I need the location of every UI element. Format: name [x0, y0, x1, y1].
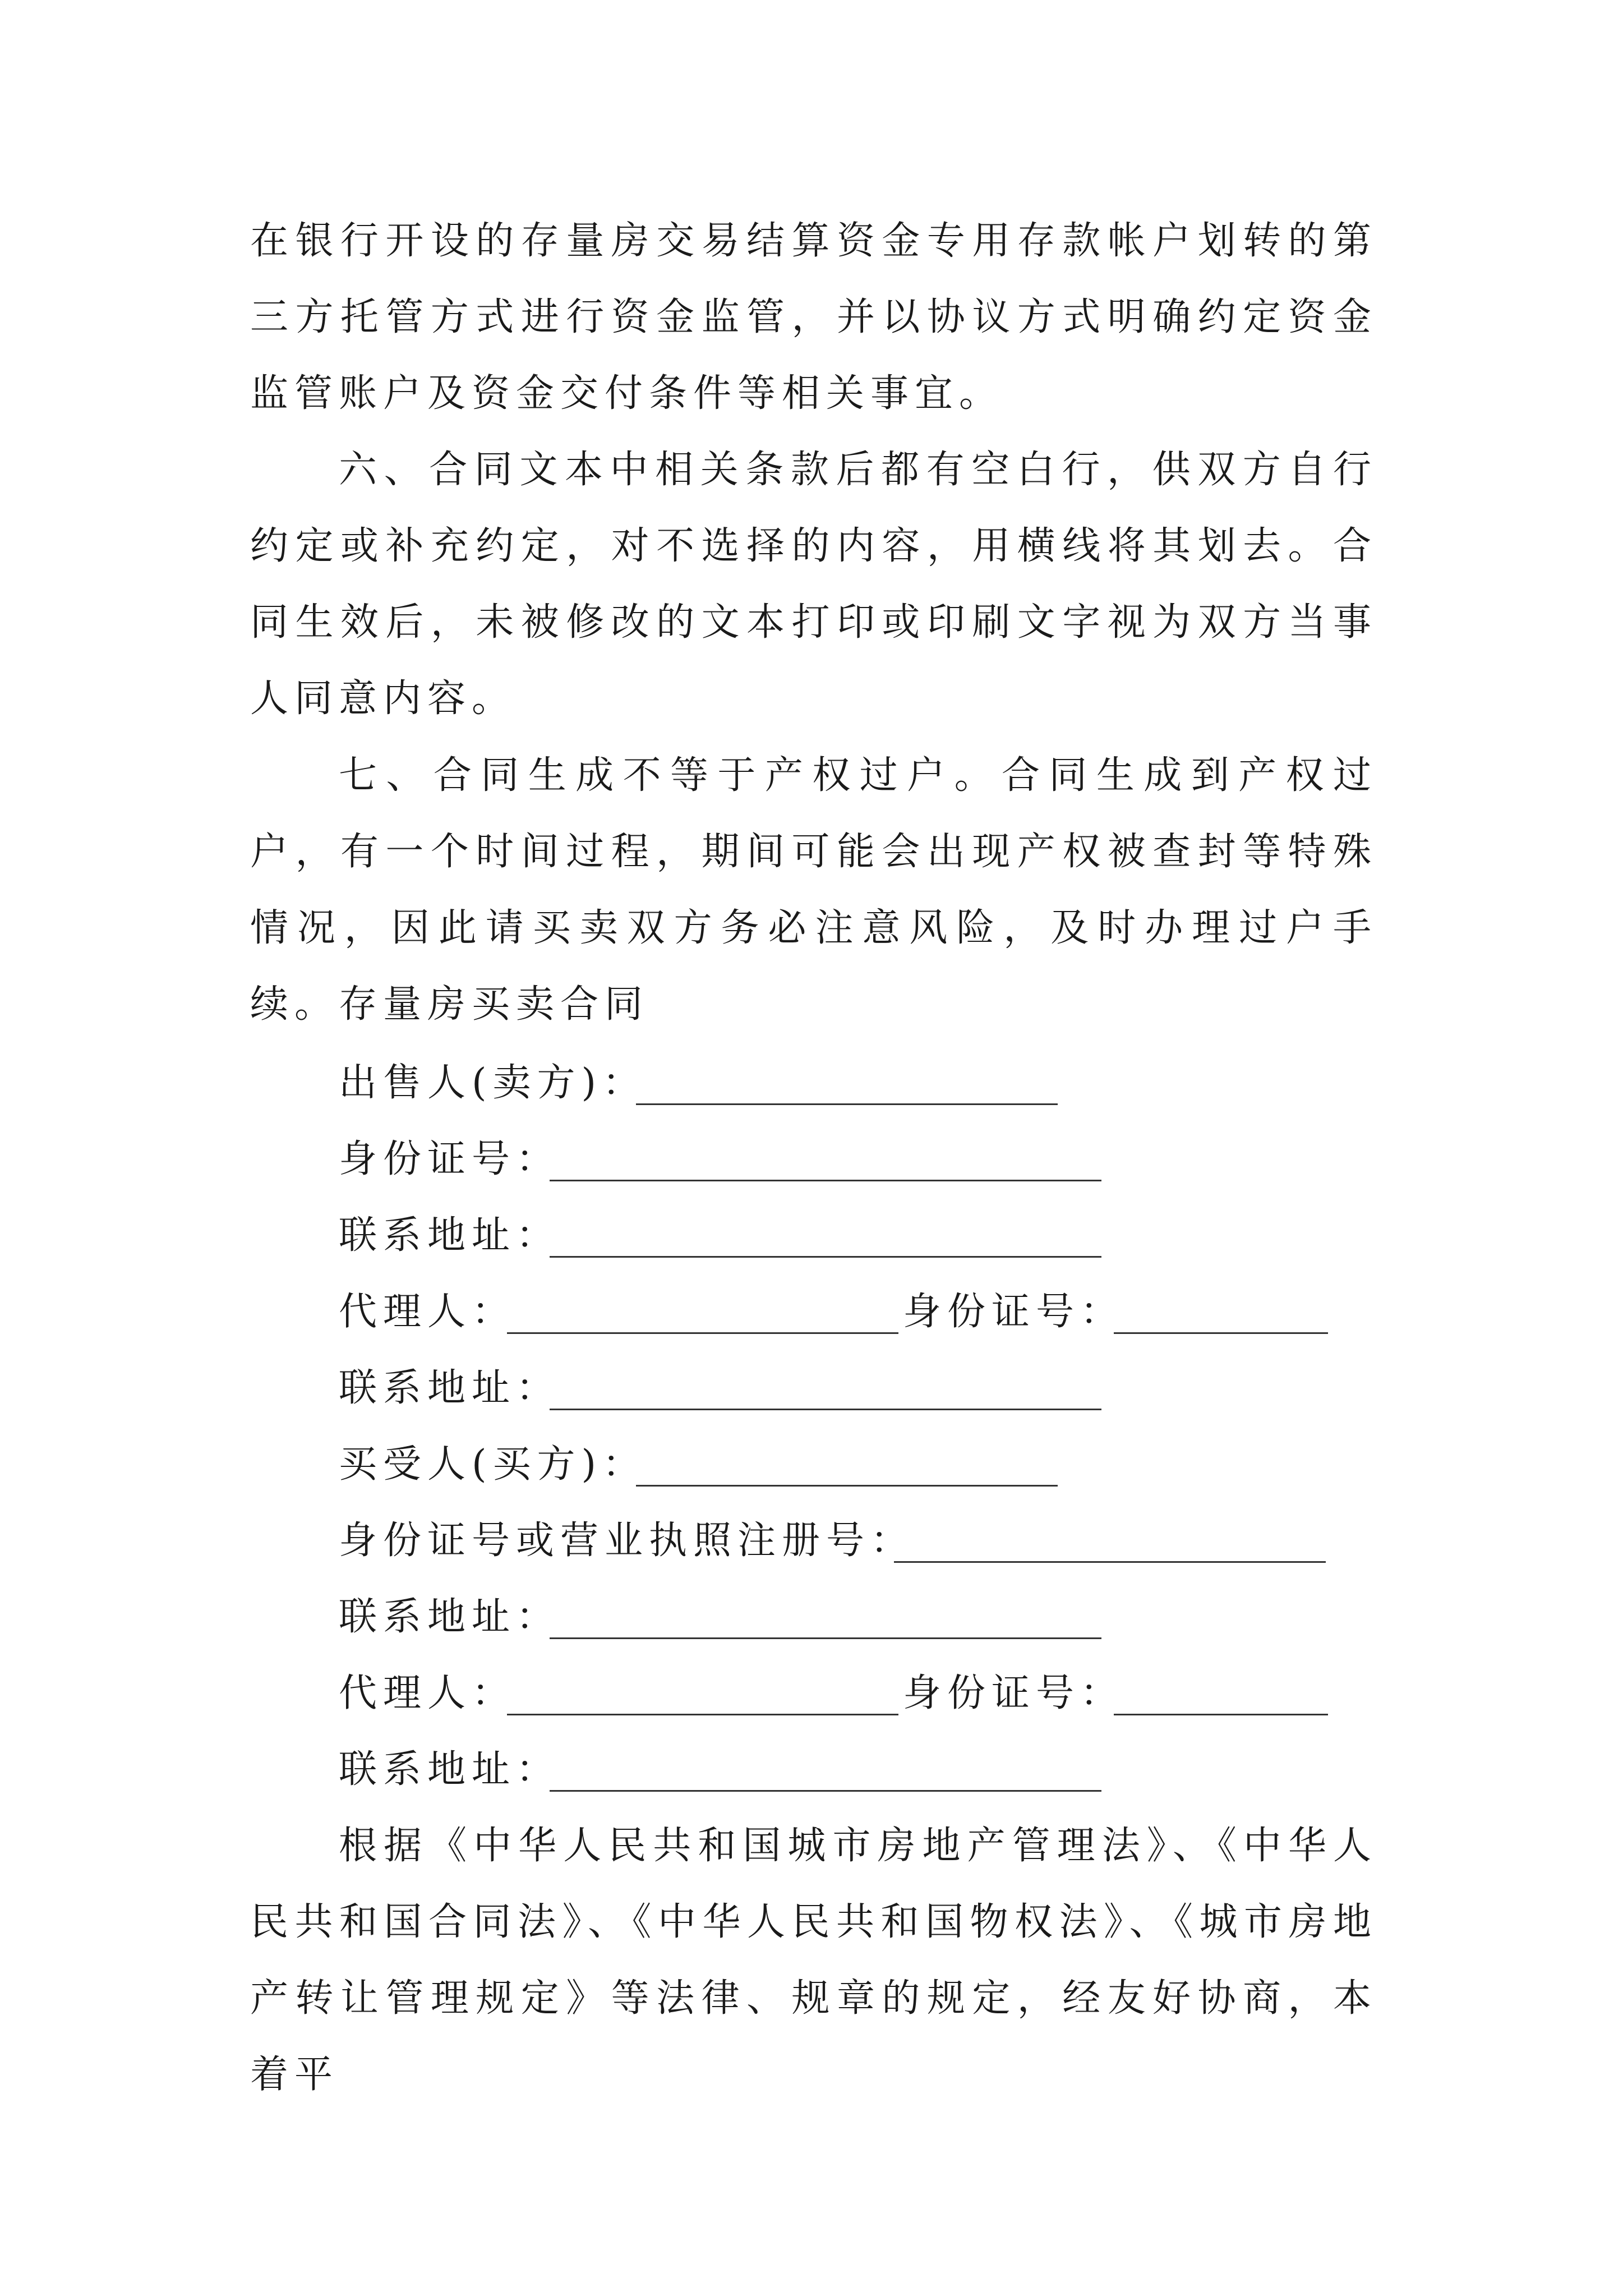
buyer-agent-blank[interactable] — [507, 1714, 898, 1715]
paragraph-seven: 七、合同生成不等于产权过户。合同生成到产权过户，有一个时间过程，期间可能会出现产权被查封等特殊情况，因此请买卖双方务必注意风险，及时办理过户手续。存量房买卖合同 — [250, 753, 1377, 1027]
buyer-agent-address-field — [339, 1732, 1331, 1808]
seller-agent-id-blank[interactable] — [1114, 1332, 1328, 1334]
buyer-id-label: 身份证号或营业执照注册号： — [339, 1519, 915, 1563]
buyer-id-blank[interactable] — [894, 1561, 1326, 1563]
buyer-address-field — [339, 1579, 1331, 1655]
buyer-agent-label: 代理人： — [339, 1671, 517, 1715]
seller-field — [339, 1045, 1292, 1121]
seller-blank[interactable] — [636, 1103, 1058, 1105]
seller-agent-label: 代理人： — [339, 1290, 517, 1334]
seller-address-blank[interactable] — [550, 1256, 1101, 1258]
seller-address-field — [339, 1198, 1331, 1274]
seller-id-field — [339, 1121, 1331, 1198]
paragraph-fund-supervision: 在银行开设的存量房交易结算资金专用存款帐户划转的第三方托管方式进行资金监管，并以协议方式明确约定资金监管账户及资金交付条件等相关事宜。 — [250, 219, 1377, 416]
seller-label: 出售人(卖方)： — [339, 1061, 647, 1105]
seller-agent-address-field — [339, 1350, 1331, 1427]
seller-id-label: 身份证号： — [339, 1137, 561, 1181]
buyer-agent-id-blank[interactable] — [1114, 1714, 1328, 1715]
paragraph-legal-basis: 根据《中华人民共和国城市房地产管理法》、《中华人民共和国合同法》、《中华人民共和国物权法》、《城市房地产转让管理规定》等法律、规章的规定，经友好协商，本着平 — [250, 1824, 1377, 2097]
buyer-id-field — [339, 1503, 1331, 1579]
buyer-agent-id-label: 身份证号： — [903, 1671, 1125, 1715]
seller-agent-address-blank[interactable] — [550, 1409, 1101, 1410]
seller-agent-field — [339, 1274, 1331, 1350]
seller-address-label: 联系地址： — [339, 1213, 561, 1258]
buyer-address-label: 联系地址： — [339, 1595, 561, 1639]
buyer-address-blank[interactable] — [550, 1637, 1101, 1639]
seller-agent-blank[interactable] — [507, 1332, 898, 1334]
buyer-agent-address-label: 联系地址： — [339, 1747, 561, 1792]
buyer-label: 买受人(买方)： — [339, 1442, 647, 1487]
buyer-agent-field — [339, 1655, 1331, 1732]
buyer-blank[interactable] — [636, 1485, 1058, 1487]
buyer-agent-address-blank[interactable] — [550, 1790, 1101, 1792]
seller-agent-id-label: 身份证号： — [903, 1290, 1125, 1334]
seller-agent-address-label: 联系地址： — [339, 1366, 561, 1410]
seller-id-blank[interactable] — [550, 1180, 1101, 1181]
paragraph-six: 六、合同文本中相关条款后都有空白行，供双方自行约定或补充约定，对不选择的内容，用横线将其划去。合同生效后，未被修改的文本打印或印刷文字视为双方当事人同意内容。 — [250, 448, 1377, 721]
buyer-field — [339, 1427, 1292, 1503]
